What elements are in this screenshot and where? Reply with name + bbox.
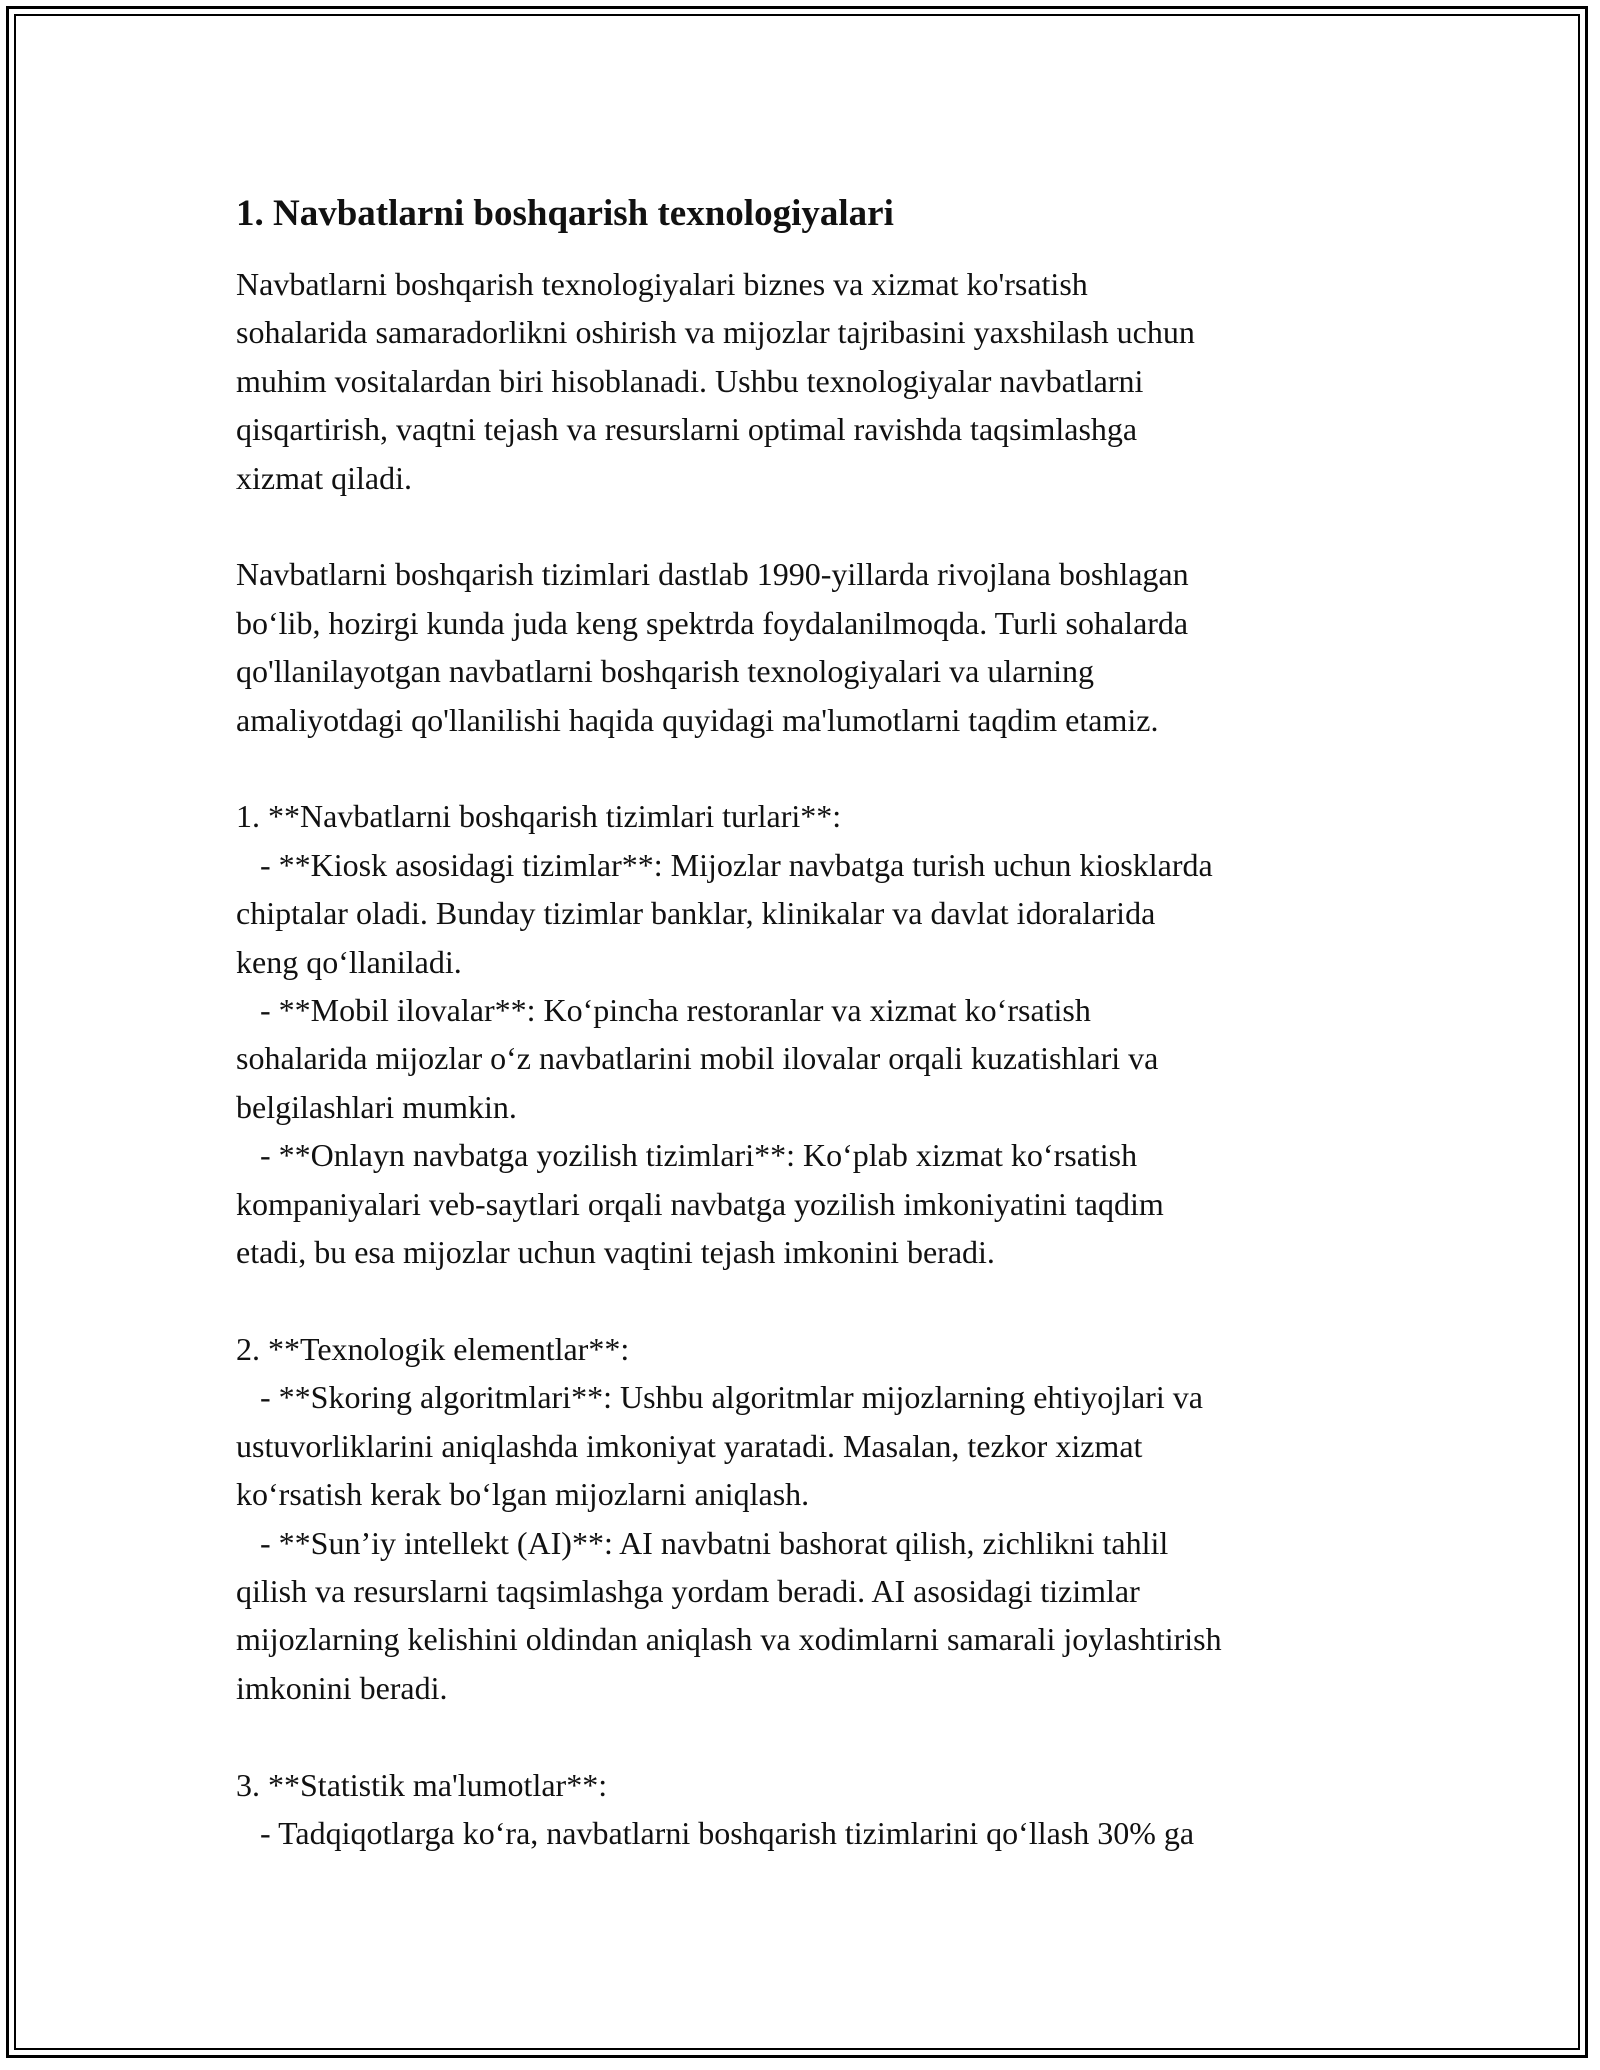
section-types	[236, 792, 1386, 1276]
list-item: - **Onlayn navbatga yozilish tizimlari**: Ko‘plab xizmat ko‘rsatish kompaniyalari veb-saytlari orqali navbatga yozilish imkoniyatini taqdim etadi, bu esa mijozlar uchun vaqtini tejash imkonini beradi.	[236, 1137, 1164, 1271]
paragraph-gap	[236, 502, 1386, 550]
paragraph-gap	[236, 1712, 1386, 1760]
document-body	[236, 190, 1386, 1857]
paragraph-gap	[236, 1277, 1386, 1325]
section-statistics	[236, 1761, 1386, 1858]
section-elements	[236, 1325, 1386, 1712]
document-title: 1. Navbatlarni boshqarish texnologiyalari	[236, 193, 894, 234]
section-heading: 3. **Statistik ma'lumotlar**:	[236, 1766, 608, 1803]
list-item: - **Skoring algoritmlari**: Ushbu algoritmlar mijozlarning ehtiyojlari va ustuvorliklarini aniqlashda imkoniyat yaratadi. Masalan, tezkor xizmat ko‘rsatish kerak bo‘lgan mijozlarni aniqlash.	[236, 1379, 1203, 1513]
list-item: - **Kiosk asosidagi tizimlar**: Mijozlar navbatga turish uchun kiosklarda chiptalar oladi. Bunday tizimlar banklar, klinikalar va davlat idoralarida keng qo‘llaniladi.	[236, 846, 1213, 980]
list-item: - Tadqiqotlarga ko‘ra, navbatlarni boshqarish tizimlarini qo‘llash 30% ga	[236, 1814, 1195, 1851]
intro-paragraph: Navbatlarni boshqarish texnologiyalari biznes va xizmat ko'rsatish sohalarida samaradorlikni oshirish va mijozlar tajribasini yaxshilash uchun muhim vositalardan biri hisoblanadi. Ushbu texnologiyalar navbatlarni qisqartirish, vaqtni tejash va resurslarni optimal ravishda taqsimlashga xizmat qiladi.	[236, 266, 1195, 496]
paragraph-gap	[236, 744, 1386, 792]
list-item: - **Sun’iy intellekt (AI)**: AI navbatni bashorat qilish, zichlikni tahlil qilish va resurslarni taqsimlashga yordam beradi. AI asosidagi tizimlar mijozlarning kelishini oldindan aniqlash va xodimlarni samarali joylashtirish imkonini beradi.	[236, 1524, 1222, 1706]
section-heading: 1. **Navbatlarni boshqarish tizimlari turlari**:	[236, 798, 842, 835]
list-item: - **Mobil ilovalar**: Ko‘pincha restoranlar va xizmat ko‘rsatish sohalarida mijozlar o‘z navbatlarini mobil ilovalar orqali kuzatishlari va belgilashlari mumkin.	[236, 992, 1159, 1125]
history-paragraph: Navbatlarni boshqarish tizimlari dastlab 1990-yillarda rivojlana boshlagan bo‘lib, hozirgi kunda juda keng spektrda foydalanilmoqda. Turli sohalarda qo'llanilayotgan navbatlarni boshqarish texnologiyalari va ularning amaliyotdagi qo'llanilishi haqida quyidagi ma'lumotlarni taqdim etamiz.	[236, 556, 1189, 738]
section-heading: 2. **Texnologik elementlar**:	[236, 1330, 630, 1367]
